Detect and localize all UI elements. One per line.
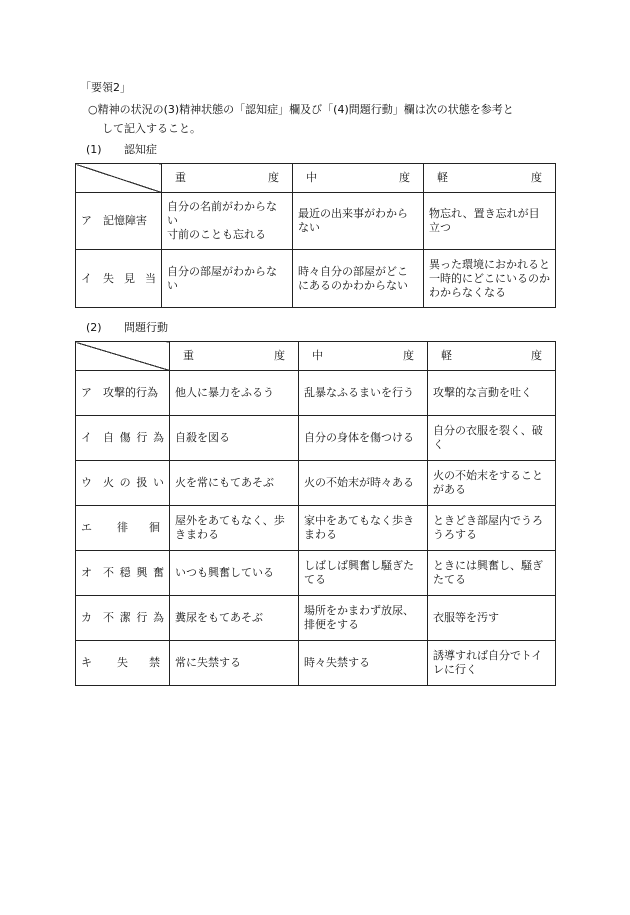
table-row: [76, 641, 556, 686]
table-row: [76, 193, 556, 250]
cell-moderate: 最近の出来事がわからない: [293, 193, 424, 250]
cell-moderate: 乱暴なふるまいを行う: [299, 371, 428, 416]
section1-title: [86, 142, 157, 158]
cell-severe: 糞尿をもてあそぶ: [170, 596, 299, 641]
row-label: ア 攻撃的行為: [76, 371, 170, 416]
header-severe: 重 度: [170, 342, 299, 371]
cell-severe: 自分の名前がわからない 寸前のことも忘れる: [162, 193, 293, 250]
table-row: [76, 506, 556, 551]
section2-title: [86, 320, 168, 336]
cell-mild: 攻撃的な言動を吐く: [428, 371, 556, 416]
cell-mild: 物忘れ、置き忘れが目立つ: [424, 193, 556, 250]
row-label: カ 不 潔 行 為: [76, 596, 170, 641]
table-row: [76, 250, 556, 308]
header-mild: 軽 度: [424, 164, 556, 193]
row-label: オ 不 穏 興 奮: [76, 551, 170, 596]
section-heading: 「要領2」: [80, 81, 131, 94]
diagonal-corner-cell: [76, 164, 162, 193]
cell-moderate: 自分の身体を傷つける: [299, 416, 428, 461]
behavior-table: [75, 341, 556, 686]
section2-label: 問題行動: [124, 321, 168, 334]
table-row: [76, 551, 556, 596]
cell-severe: 火を常にもてあそぶ: [170, 461, 299, 506]
row-label: キ 失 禁: [76, 641, 170, 686]
header-mild: 軽 度: [428, 342, 556, 371]
cell-moderate: しばしば興奮し騒ぎたてる: [299, 551, 428, 596]
cell-severe: 自分の部屋がわからない: [162, 250, 293, 308]
cell-severe: 自殺を図る: [170, 416, 299, 461]
header-moderate: 中 度: [299, 342, 428, 371]
row-label: イ 失 見 当: [76, 250, 162, 308]
cell-mild: 火の不始末をすることがある: [428, 461, 556, 506]
table-row: [76, 461, 556, 506]
dementia-table: [75, 163, 556, 308]
section1-label: 認知症: [124, 143, 157, 156]
intro-paragraph: [88, 100, 558, 138]
cell-severe: いつも興奮している: [170, 551, 299, 596]
cell-mild: 異った環境におかれると一時的にどこにいるのかわからなくなる: [424, 250, 556, 308]
table-row: [76, 416, 556, 461]
cell-severe: 常に失禁する: [170, 641, 299, 686]
table-header-row: [76, 342, 556, 371]
row-label: エ 徘 徊: [76, 506, 170, 551]
header-severe: 重 度: [162, 164, 293, 193]
cell-mild: 自分の衣服を裂く、破く: [428, 416, 556, 461]
intro-line-2: して記入すること。: [102, 122, 201, 135]
cell-mild: 衣服等を汚す: [428, 596, 556, 641]
cell-moderate: 時々自分の部屋がどこにあるのかわからない: [293, 250, 424, 308]
section2-number: (2): [86, 321, 102, 334]
section1-number: (1): [86, 143, 102, 156]
cell-moderate: 場所をかまわず放尿、排便をする: [299, 596, 428, 641]
cell-mild: ときには興奮し、騒ぎたてる: [428, 551, 556, 596]
cell-moderate: 時々失禁する: [299, 641, 428, 686]
row-label: ウ 火 の 扱 い: [76, 461, 170, 506]
cell-mild: 誘導すれば自分でトイレに行く: [428, 641, 556, 686]
intro-line-1: ○精神の状況の(3)精神状態の「認知症」欄及び「(4)問題行動」欄は次の状態を参考と: [88, 103, 514, 116]
table-row: [76, 371, 556, 416]
diagonal-corner-cell: [76, 342, 170, 371]
row-label: イ 自 傷 行 為: [76, 416, 170, 461]
cell-moderate: 家中をあてもなく歩きまわる: [299, 506, 428, 551]
header-moderate: 中 度: [293, 164, 424, 193]
table-row: [76, 596, 556, 641]
cell-severe: 屋外をあてもなく、歩きまわる: [170, 506, 299, 551]
cell-moderate: 火の不始末が時々ある: [299, 461, 428, 506]
cell-mild: ときどき部屋内でうろうろする: [428, 506, 556, 551]
cell-severe: 他人に暴力をふるう: [170, 371, 299, 416]
row-label: ア 記憶障害: [76, 193, 162, 250]
table-header-row: [76, 164, 556, 193]
